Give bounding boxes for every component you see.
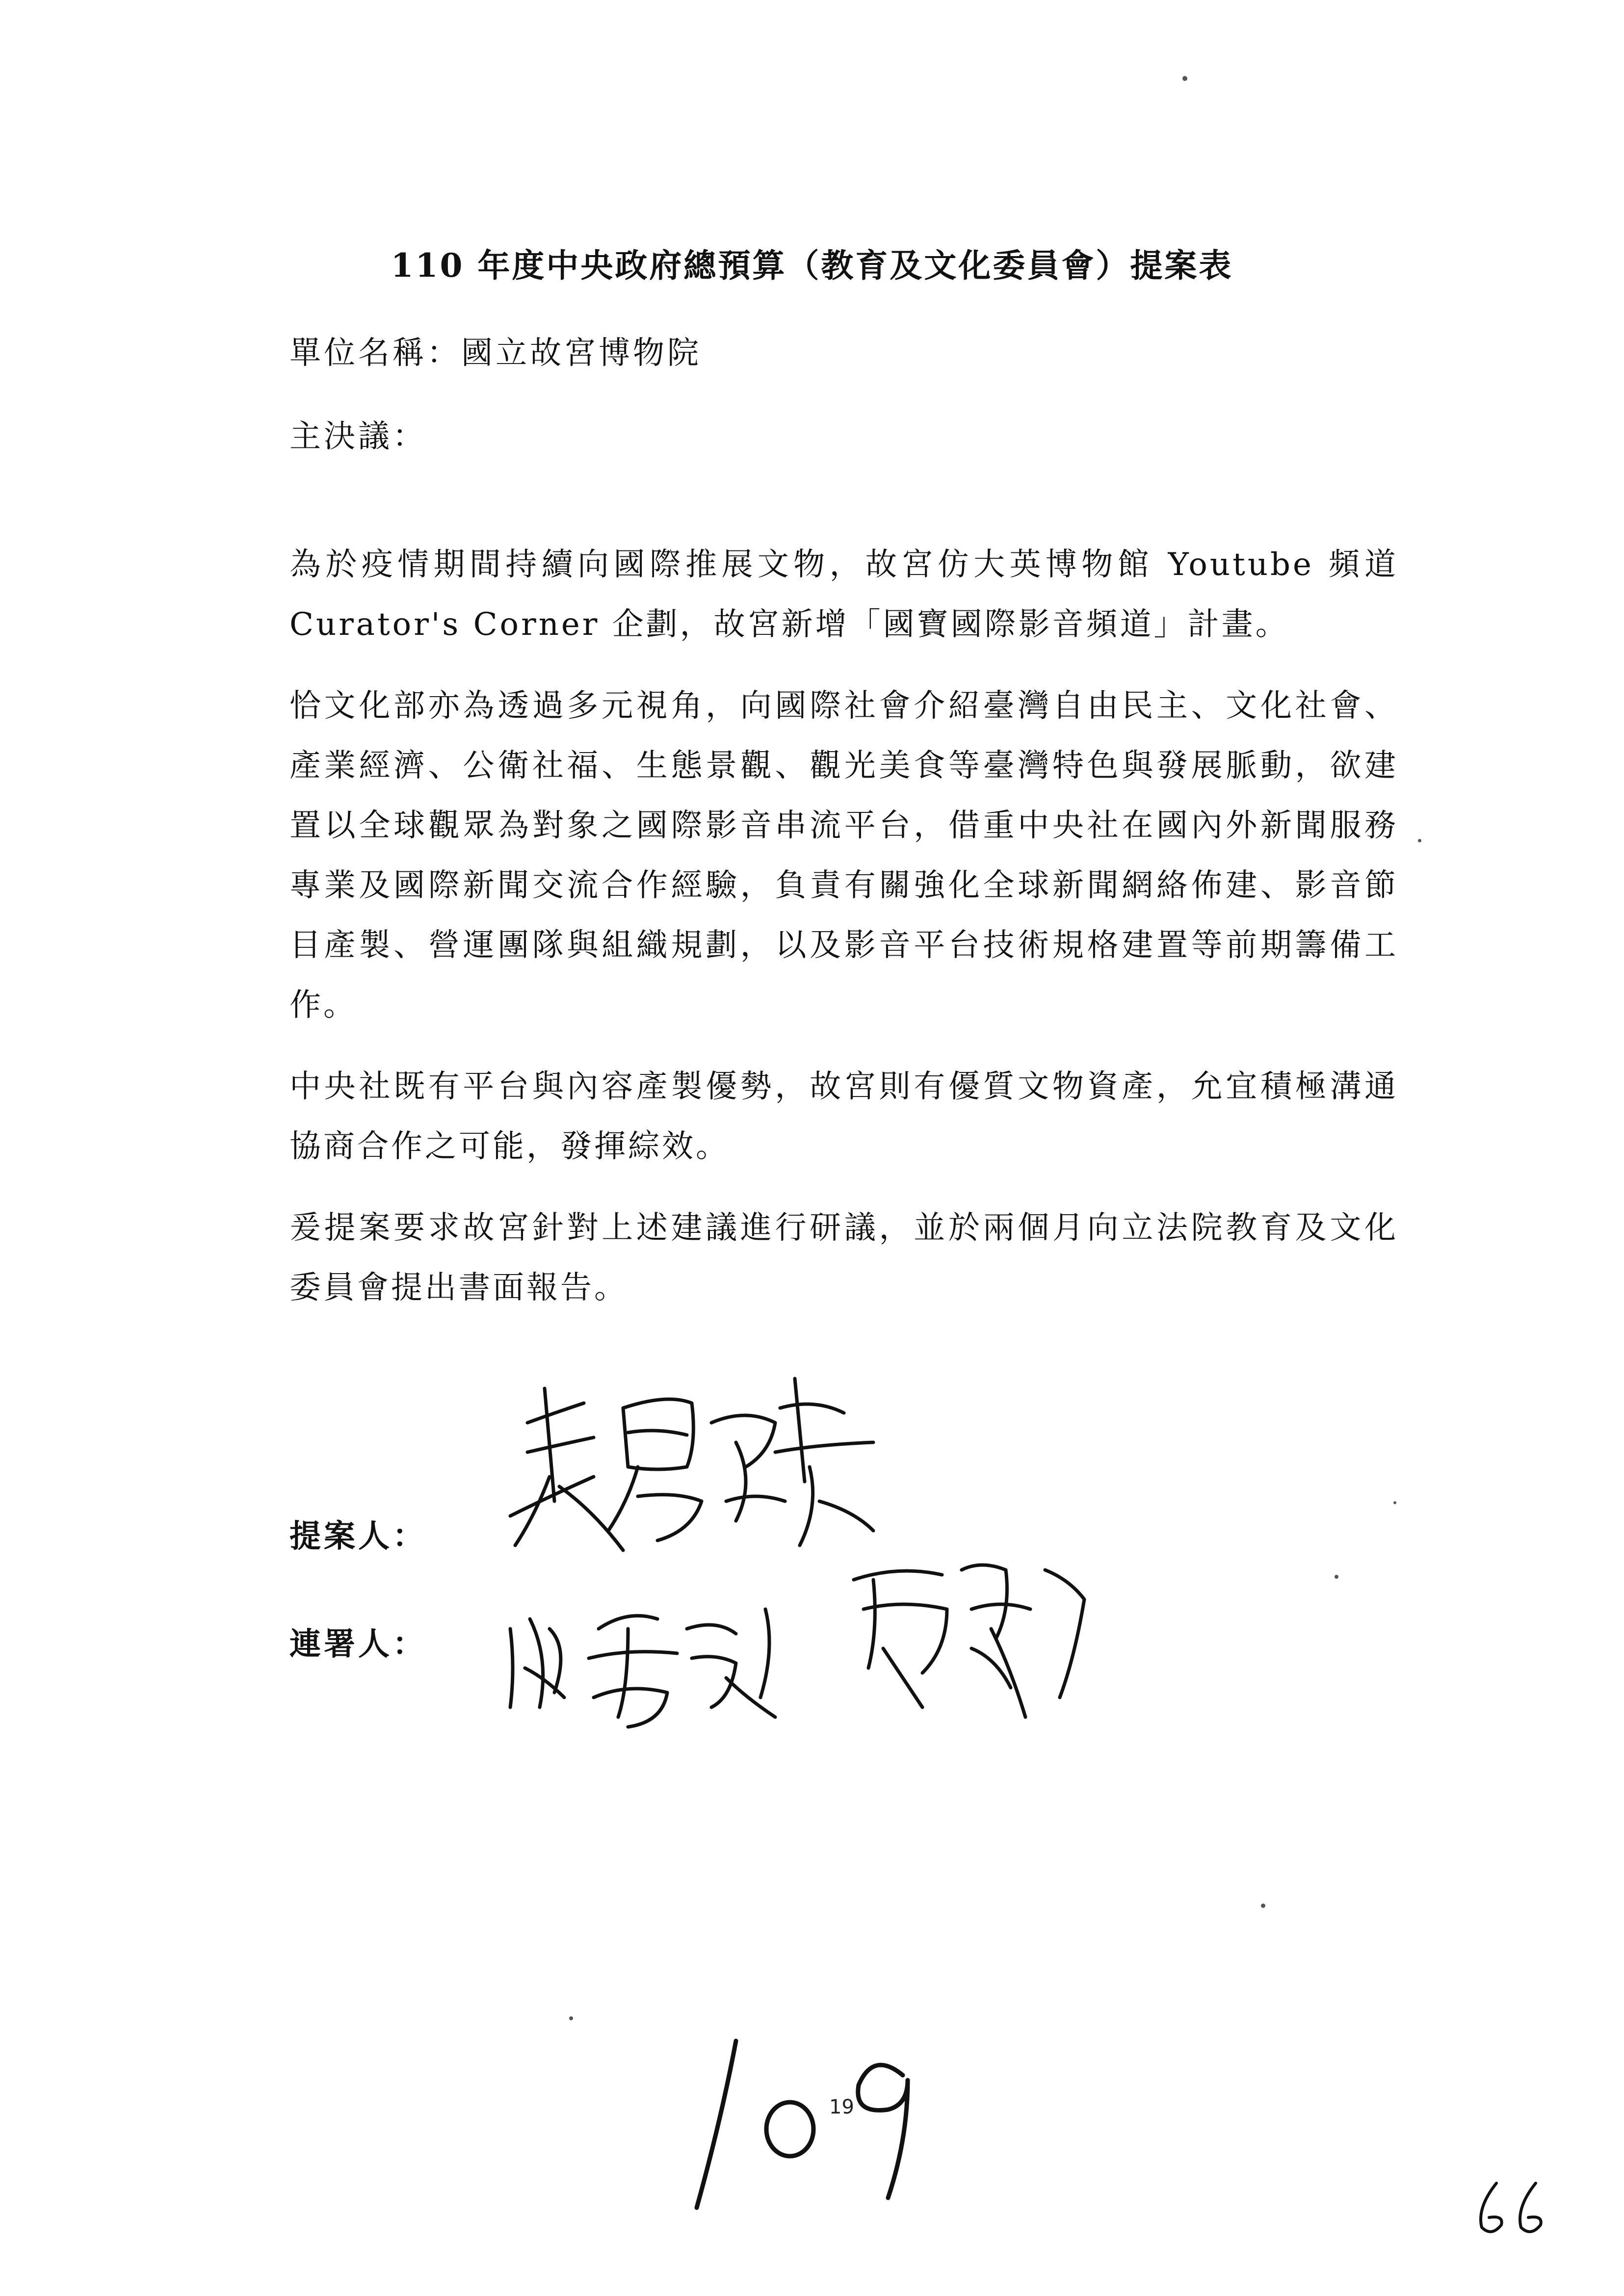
scan-speck [1335, 1575, 1338, 1579]
unit-name-line: 單位名稱：國立故宮博物院 [289, 335, 702, 371]
proposal-body [289, 535, 1398, 1339]
scan-speck [1418, 839, 1421, 842]
scan-speck [569, 2016, 573, 2020]
paragraph-2: 恰文化部亦為透過多元視角，向國際社會介紹臺灣自由民主、文化社會、產業經濟、公衛社福、生態景觀、觀光美食等臺灣特色與發展脈動，欲建置以全球觀眾為對象之國際影音串流平台，借重中央社在國內外新聞服務專業及國際新聞交流合作經驗，負責有關強化全球新聞網絡佈建、影音節目產製、營運團隊與組織規劃，以及影音平台技術規格建置等前期籌備工作。 [289, 688, 1398, 1023]
page-number: 19 [829, 2096, 854, 2118]
paragraph-3: 中央社既有平台與內容產製優勢，故宮則有優質文物資產，允宜積極溝通協商合作之可能，發揮綜效。 [289, 1069, 1398, 1165]
paragraph-4: 爰提案要求故宮針對上述建議進行研議，並於兩個月向立法院教育及文化委員會提出書面報告。 [289, 1210, 1398, 1306]
scan-speck [1393, 1501, 1396, 1504]
handwritten-corner-number-icon [1467, 2178, 1550, 2237]
proposer-label: 提案人： [289, 1518, 427, 1555]
main-decision-label: 主決議： [289, 418, 427, 455]
paragraph-1: 為於疫情期間持續向國際推展文物，故宮仿大英博物館 Youtube 頻道 Curator's Corner 企劃，故宮新增「國寶國際影音頻道」計畫。 [289, 547, 1398, 643]
scan-speck [1261, 1904, 1265, 1908]
handwritten-signatures-icon [481, 1354, 1148, 1825]
cosigner-label: 連署人： [289, 1626, 427, 1663]
handwritten-page-number-icon [677, 2031, 952, 2218]
scan-speck [1182, 76, 1187, 81]
document-title: 110 年度中央政府總預算（教育及文化委員會）提案表 [391, 246, 1233, 285]
